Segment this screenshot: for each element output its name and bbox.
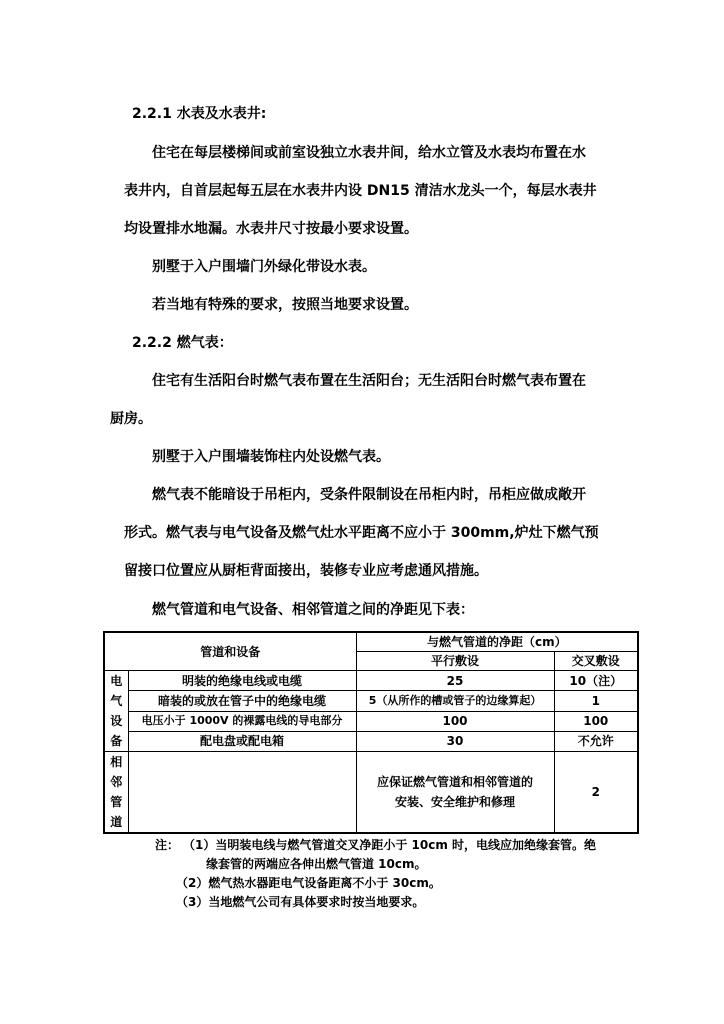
adjacent-item-empty [128, 752, 356, 834]
row-item: 明装的绝缘电线或电缆 [128, 671, 356, 691]
table-row [104, 731, 638, 751]
water-para2: 别墅于入户围墙门外绿化带设水表。 [152, 259, 376, 275]
gas-para1-line1: 住宅有生活阳台时燃气表布置在生活阳台；无生活阳台时燃气表布置在 [152, 373, 586, 389]
note-3: （3）当地燃气公司有具体要求时按当地要求。 [176, 895, 425, 909]
table-intro: 燃气管道和电气设备、相邻管道之间的净距见下表： [152, 602, 474, 618]
adjacent-parallel: 应保证燃气管道和相邻管道的 安装、安全维护和修理 [356, 752, 554, 834]
table-row [104, 711, 638, 731]
gas-para3-line1: 燃气表不能暗设于吊柜内，受条件限制设在吊柜内时，吊柜应做成敞开 [152, 487, 586, 503]
table-header-row [104, 632, 638, 652]
table-row [104, 691, 638, 711]
header-pipe-equipment: 管道和设备 [104, 632, 356, 671]
water-para1-line2: 表井内，自首层起每五层在水表井内设 DN15 清洁水龙头一个，每层水表井 [124, 183, 597, 199]
row-cross: 10（注） [554, 671, 638, 691]
header-gas-distance: 与燃气管道的净距（cm） [356, 632, 638, 652]
row-parallel: 100 [356, 711, 554, 731]
header-parallel: 平行敷设 [356, 652, 554, 671]
water-para3: 若当地有特殊的要求，按照当地要求设置。 [152, 297, 418, 313]
gas-para1-line2: 厨房。 [110, 411, 152, 427]
row-item: 电压小于 1000V 的裸露电线的导电部分 [128, 711, 356, 731]
water-para1-line3: 均设置排水地漏。水表井尺寸按最小要求设置。 [124, 221, 418, 237]
water-para1-line1: 住宅在每层楼梯间或前室设独立水表井间，给水立管及水表均布置在水 [152, 145, 586, 161]
adjacent-cross: 2 [554, 752, 638, 834]
note-2: （2）燃气热水器距电气设备距离不小于 30cm。 [176, 876, 441, 890]
gas-para2: 别墅于入户围墙装饰柱内处设燃气表。 [152, 449, 390, 465]
heading-gas-meter: 2.2.2 燃气表： [132, 335, 233, 351]
group-adjacent-pipes: 相 邻 管 道 [104, 752, 128, 834]
row-cross: 不允许 [554, 731, 638, 751]
header-cross: 交叉敷设 [554, 652, 638, 671]
heading-water-meter: 2.2.1 水表及水表井: [132, 106, 267, 122]
group-electric-equipment: 电 气 设 备 [104, 671, 128, 752]
row-cross: 100 [554, 711, 638, 731]
row-cross: 1 [554, 691, 638, 711]
row-parallel: 5（从所作的槽或管子的边缘算起） [356, 691, 554, 711]
gas-para3-line2: 形式。燃气表与电气设备及燃气灶水平距离不应小于 300mm,炉灶下燃气预 [124, 525, 599, 541]
row-parallel: 25 [356, 671, 554, 691]
row-item: 配电盘或配电箱 [128, 731, 356, 751]
note-1-line1: （1）当明装电线与燃气管道交叉净距小于 10cm 时，电线应加绝缘套管。绝 [183, 838, 597, 852]
note-1-line2: 缘套管的两端应各伸出燃气管道 10cm。 [206, 857, 427, 871]
row-item: 暗装的或放在管子中的绝缘电缆 [128, 691, 356, 711]
clearance-table [103, 631, 639, 834]
row-parallel: 30 [356, 731, 554, 751]
notes-label: 注： [155, 838, 180, 852]
table-row [104, 671, 638, 691]
table-row-adjacent [104, 752, 638, 834]
gas-para3-line3: 留接口位置应从厨柜背面接出，装修专业应考虑通风措施。 [124, 563, 488, 579]
